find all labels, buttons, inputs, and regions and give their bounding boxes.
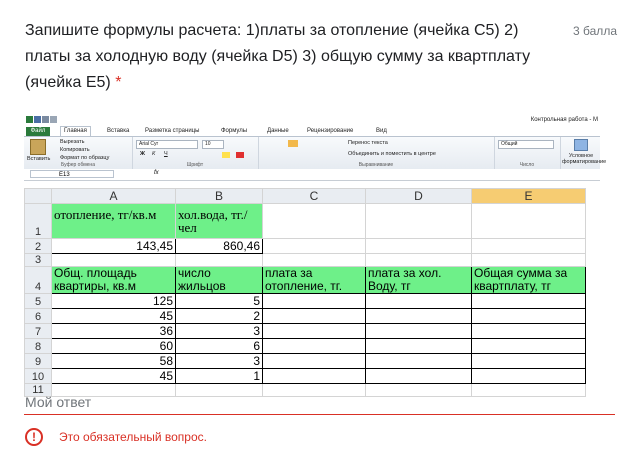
cell-a: 125 bbox=[52, 294, 176, 309]
clipboard-group bbox=[24, 137, 133, 169]
corner-cell bbox=[25, 189, 52, 204]
row-header-11: 11 bbox=[25, 384, 52, 397]
column-header-a: A bbox=[52, 189, 176, 204]
italic-button: К bbox=[152, 151, 156, 157]
exclamation-circle-icon: ! bbox=[25, 428, 43, 446]
styles-group bbox=[560, 137, 607, 169]
points-label: 3 балла bbox=[573, 24, 617, 38]
alignment-group-label: Выравнивание bbox=[358, 162, 394, 168]
cell-e bbox=[472, 369, 586, 384]
conditional-format-icon bbox=[574, 139, 588, 151]
cell-c bbox=[263, 294, 366, 309]
cell-a: 45 bbox=[52, 309, 176, 324]
tab-insert: Вставка bbox=[107, 128, 130, 134]
cell-c bbox=[263, 309, 366, 324]
cell-c bbox=[263, 339, 366, 354]
excel-logo-icon bbox=[26, 116, 33, 123]
font-group bbox=[132, 137, 259, 169]
ribbon bbox=[24, 136, 607, 170]
merge-center-label: Объединить и поместить в центре bbox=[348, 151, 436, 157]
cell-b: 3 bbox=[176, 324, 263, 339]
cell-b4: число жильцов bbox=[176, 267, 263, 294]
font-name-select: Arial Cyr bbox=[136, 140, 198, 149]
cut-label: Вырезать bbox=[60, 139, 85, 145]
row-header-3: 3 bbox=[25, 254, 52, 267]
tab-formulas: Формулы bbox=[221, 128, 248, 134]
column-header-b: B bbox=[176, 189, 263, 204]
paste-label: Вставить bbox=[27, 156, 51, 162]
cell-d bbox=[366, 309, 472, 324]
cond-format-label: Условное форматирование bbox=[562, 153, 607, 165]
cell-a: 45 bbox=[52, 369, 176, 384]
row-header-2: 2 bbox=[25, 239, 52, 254]
row-header-1: 1 bbox=[25, 204, 52, 239]
cell-e bbox=[472, 294, 586, 309]
cell-d bbox=[366, 294, 472, 309]
cell-c bbox=[263, 324, 366, 339]
tab-review: Рецензирование bbox=[307, 128, 354, 134]
fx-label: fx bbox=[154, 170, 159, 176]
font-size-select: 10 bbox=[202, 140, 224, 149]
cell-e bbox=[472, 354, 586, 369]
required-error bbox=[25, 427, 207, 447]
cell-a: 60 bbox=[52, 339, 176, 354]
cell-b: 3 bbox=[176, 354, 263, 369]
tab-page-layout: Разметка страницы bbox=[145, 128, 200, 134]
save-icon bbox=[34, 116, 41, 123]
underline-button: Ч bbox=[164, 151, 168, 157]
quick-access-toolbar bbox=[26, 116, 82, 124]
column-header-d: D bbox=[366, 189, 472, 204]
cell-d bbox=[366, 339, 472, 354]
cell-a: 36 bbox=[52, 324, 176, 339]
row-header: 7 bbox=[25, 324, 52, 339]
cell-d bbox=[366, 369, 472, 384]
row-header: 9 bbox=[25, 354, 52, 369]
required-mark: * bbox=[115, 74, 122, 91]
font-group-label: Шрифт bbox=[186, 162, 204, 168]
formula-bar bbox=[24, 169, 600, 181]
cell-c2 bbox=[263, 239, 366, 254]
answer-input[interactable]: Мой ответ bbox=[25, 394, 92, 410]
fill-color-icon bbox=[222, 152, 230, 158]
cell-c4: плата за отопление, тг. bbox=[263, 267, 366, 294]
cell-d4: плата за хол. Воду, тг bbox=[366, 267, 472, 294]
cell-b: 6 bbox=[176, 339, 263, 354]
cell-e2 bbox=[472, 239, 586, 254]
cell-e bbox=[472, 324, 586, 339]
column-header-c: C bbox=[263, 189, 366, 204]
row-header: 10 bbox=[25, 369, 52, 384]
cell-d1 bbox=[366, 204, 472, 239]
spreadsheet-grid bbox=[24, 188, 586, 397]
format-painter-label: Формат по образцу bbox=[60, 155, 110, 161]
number-group-label: Число bbox=[519, 162, 535, 168]
tab-view: Вид bbox=[376, 128, 387, 134]
font-color-icon bbox=[236, 152, 244, 158]
cell-c11 bbox=[263, 384, 366, 397]
answer-underline bbox=[24, 414, 615, 415]
cell-e3 bbox=[472, 254, 586, 267]
row-header-4: 4 bbox=[25, 267, 52, 294]
window-title: Контрольная работа - М bbox=[530, 117, 598, 123]
cell-e bbox=[472, 309, 586, 324]
cell-d11 bbox=[366, 384, 472, 397]
row-header: 5 bbox=[25, 294, 52, 309]
cell-b: 5 bbox=[176, 294, 263, 309]
cell-b: 2 bbox=[176, 309, 263, 324]
cell-e1 bbox=[472, 204, 586, 239]
bold-button: Ж bbox=[140, 151, 145, 157]
paste-icon bbox=[30, 139, 46, 155]
excel-titlebar bbox=[24, 114, 600, 126]
cell-e bbox=[472, 339, 586, 354]
cell-d2 bbox=[366, 239, 472, 254]
cell-b: 1 bbox=[176, 369, 263, 384]
row-header: 8 bbox=[25, 339, 52, 354]
cell-a3 bbox=[52, 254, 176, 267]
cell-e11 bbox=[472, 384, 586, 397]
name-box: E13 bbox=[30, 170, 114, 178]
align-middle-icon bbox=[288, 140, 298, 147]
cell-d bbox=[366, 354, 472, 369]
cell-b11 bbox=[176, 384, 263, 397]
error-message: Это обязательный вопрос. bbox=[59, 430, 207, 444]
redo-icon bbox=[50, 116, 57, 123]
cell-d bbox=[366, 324, 472, 339]
cell-c bbox=[263, 354, 366, 369]
cell-d3 bbox=[366, 254, 472, 267]
tab-home: Главная bbox=[60, 126, 91, 136]
number-group bbox=[494, 137, 561, 169]
cell-a1: отопление, тг/кв.м bbox=[52, 204, 176, 239]
cell-c1 bbox=[263, 204, 366, 239]
clipboard-group-label: Буфер обмена bbox=[61, 162, 95, 168]
excel-screenshot bbox=[24, 114, 607, 396]
cell-c3 bbox=[263, 254, 366, 267]
cell-b1: хол.вода, тг./чел bbox=[176, 204, 263, 239]
question-title: Запишите формулы расчета: 1)платы за отопление (ячейка C5) 2) платы за холодную воду (ячейка D5) 3) общую сумму за квартплату (ячейка E5) * bbox=[25, 22, 531, 91]
undo-icon bbox=[42, 116, 49, 123]
tab-data: Данные bbox=[267, 128, 289, 134]
ribbon-tabs bbox=[24, 126, 600, 136]
column-header-e: E bbox=[472, 189, 586, 204]
row-header: 6 bbox=[25, 309, 52, 324]
cell-e4: Общая сумма за квартплату, тг bbox=[472, 267, 586, 294]
copy-label: Копировать bbox=[60, 147, 90, 153]
number-format-select: Общий bbox=[498, 140, 554, 149]
cell-b3 bbox=[176, 254, 263, 267]
cell-a: 58 bbox=[52, 354, 176, 369]
cell-b2: 860,46 bbox=[176, 239, 263, 254]
alignment-group bbox=[258, 137, 495, 169]
wrap-text-label: Перенос текста bbox=[348, 140, 388, 146]
cell-c bbox=[263, 369, 366, 384]
tab-file: Файл bbox=[26, 127, 50, 136]
cell-a4: Общ. площадь квартиры, кв.м bbox=[52, 267, 176, 294]
cell-a2: 143,45 bbox=[52, 239, 176, 254]
